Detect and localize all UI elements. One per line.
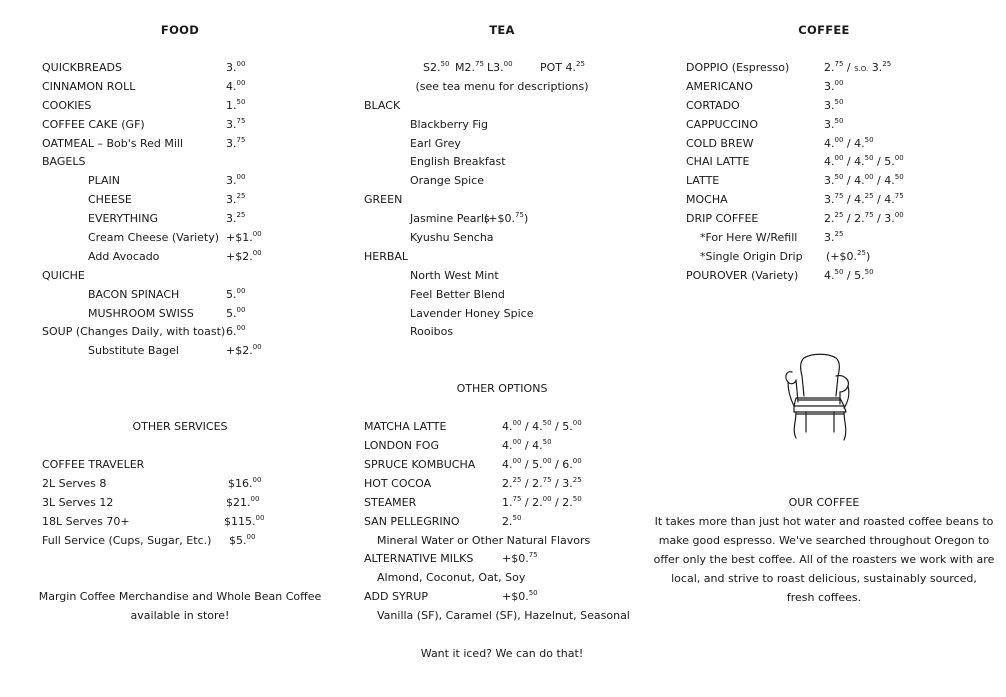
paragraph-line: local, and strive to roast delicious, sustainably sourced, [671,572,977,585]
menu-item-label: Full Service (Cups, Sugar, Etc.) [42,534,212,547]
menu-item-label: COFFEE CAKE (GF) [42,118,145,131]
menu-item-label: HOT COCOA [364,477,432,490]
menu-item-price: (+$0.75) [484,211,529,225]
menu-item-price: +$0.50 [502,589,538,603]
menu-item-price: 3.50 [824,98,844,112]
other-options-heading: OTHER OPTIONS [456,382,548,395]
menu-item-label: Kyushu Sencha [410,231,494,244]
menu-item-label: CHAI LATTE [686,155,750,168]
menu-item-price: 3.25 [824,230,844,244]
menu-item-price: 4.00 / 4.50 / 5.00 [824,154,904,168]
menu-category: COFFEE TRAVELER [42,458,145,471]
menu-item-label: SAN PELLEGRINO [364,515,460,528]
menu-item-label: EVERYTHING [88,212,159,225]
menu-item-label: SPRUCE KOMBUCHA [364,458,476,471]
menu-item-label: Substitute Bagel [88,344,179,357]
menu-item-price: 3.25 [226,211,246,225]
paragraph-line: offer only the best coffee. All of the roasters we work with are [653,553,995,566]
menu-item-price: 1.50 [226,98,246,112]
menu-item-label: POUROVER (Variety) [686,269,799,282]
menu-item-label: PLAIN [88,174,121,187]
menu-item-label: MUSHROOM SWISS [88,307,194,320]
menu-category: BLACK [364,99,401,112]
menu-item-label: Blackberry Fig [410,118,488,131]
menu-item-label: QUICKBREADS [42,61,122,74]
menu-item-label: Rooibos [410,325,454,338]
menu-item-label: 2L Serves 8 [42,477,107,490]
menu-item-label: AMERICANO [686,80,753,93]
paragraph-line: make good espresso. We've searched throughout Oregon to [658,534,990,547]
menu-item-price: 1.75 / 2.00 / 2.50 [502,495,582,509]
menu-item-note: Mineral Water or Other Natural Flavors [377,534,591,547]
coffee-heading: COFFEE [798,23,850,37]
tea-size-price: POT 4.25 [540,60,585,74]
menu-item-price: 3.50 [824,117,844,131]
tea-size-price: S2.50 [423,60,450,74]
menu-item-price: 3.00 [226,173,246,187]
menu-item-label: *For Here W/Refill [700,231,798,244]
paragraph-line: fresh coffees. [786,591,862,604]
menu-item-label: Orange Spice [410,174,484,187]
menu-item-price: $115.00 [224,514,265,528]
menu-item-price: (+$0.25) [826,249,871,263]
menu-item-label: Jasmine Pearls [410,212,490,225]
tea-heading: TEA [489,23,515,37]
menu-item-price: +$2.00 [226,249,262,263]
menu-item-label: CORTADO [686,99,740,112]
other-services-heading: OTHER SERVICES [132,420,228,433]
menu-category: GREEN [364,193,403,206]
menu-item-price: +$2.00 [226,343,262,357]
menu-item-label: ADD SYRUP [364,590,428,603]
menu-item-label: 18L Serves 70+ [42,515,130,528]
menu-item-price: 5.00 [226,287,246,301]
menu-item-price: 2.50 [502,514,522,528]
menu-item-label: LONDON FOG [364,439,439,452]
menu-item-label: CINNAMON ROLL [42,80,136,93]
our-coffee-heading: OUR COFFEE [788,496,860,509]
menu-item-price: 2.25 / 2.75 / 3.00 [824,211,904,225]
menu-item-price: 4.00 / 4.50 [824,136,874,150]
tea-menu-note: (see tea menu for descriptions) [415,80,589,93]
menu-item-note: Vanilla (SF), Caramel (SF), Hazelnut, Seasonal [377,609,630,622]
menu-item-price: 4.00 / 4.50 [502,438,552,452]
menu-item-label: MATCHA LATTE [364,420,447,433]
menu-item-price: $21.00 [226,495,260,509]
menu-item-price: 3.00 [824,79,844,93]
food-heading: FOOD [160,23,200,37]
paragraph-line: It takes more than just hot water and roasted coffee beans to [654,515,994,528]
menu-item-label: STEAMER [364,496,417,509]
menu-item-price: 5.00 [226,306,246,320]
menu-item-price: 3.25 [226,192,246,206]
armchair-icon [782,352,860,446]
menu-item-label: CAPPUCCINO [686,118,759,131]
menu-item-label: COOKIES [42,99,92,112]
menu-item-label: English Breakfast [410,155,506,168]
menu-item-price: 3.75 [226,117,246,131]
menu-item-label: Lavender Honey Spice [410,307,534,320]
menu-item-price: 6.00 [226,324,246,338]
menu-item-price: 4.00 / 5.00 / 6.00 [502,457,582,471]
menu-item-price: $5.00 [229,533,256,547]
tea-size-price: L3.00 [487,60,513,74]
menu-item-price: 2.25 / 2.75 / 3.25 [502,476,582,490]
menu-item-price: 2.75 / S.O. 3.25 [824,60,892,74]
tea-size-price: M2.75 [455,60,484,74]
menu-item-label: Feel Better Blend [410,288,505,301]
menu-item-label: DOPPIO (Espresso) [686,61,790,74]
menu-item-price: $16.00 [228,476,262,490]
menu-item-price: 3.00 [226,60,246,74]
menu-item-price: 3.50 / 4.00 / 4.50 [824,173,904,187]
menu-category: HERBAL [364,250,409,263]
menu-item-label: Add Avocado [88,250,160,263]
menu-item-price: 4.00 / 4.50 / 5.00 [502,419,582,433]
menu-item-label: LATTE [686,174,720,187]
menu-item-label: MOCHA [686,193,728,206]
menu-item-label: COLD BREW [686,137,754,150]
menu-item-label: SOUP (Changes Daily, with toast) [42,325,226,338]
menu-item-label: 3L Serves 12 [42,496,114,509]
menu-item-label: North West Mint [410,269,499,282]
merch-note-line2: available in store! [130,609,230,622]
menu-item-price: 3.75 / 4.25 / 4.75 [824,192,904,206]
menu-item-price: 4.50 / 5.50 [824,268,874,282]
menu-item-label: *Single Origin Drip [700,250,803,263]
menu-category: QUICHE [42,269,85,282]
menu-item-price: 4.00 [226,79,246,93]
menu-item-price: 3.75 [226,136,246,150]
menu-item-note: Almond, Coconut, Oat, Soy [377,571,526,584]
menu-item-label: Cream Cheese (Variety) [88,231,220,244]
menu-item-label: ALTERNATIVE MILKS [364,552,474,565]
menu-item-label: OATMEAL – Bob's Red Mill [42,137,184,150]
merch-note-line1: Margin Coffee Merchandise and Whole Bean Coffee [38,590,322,603]
menu-item-label: Earl Grey [410,137,461,150]
iced-note: Want it iced? We can do that! [420,647,584,660]
menu-item-price: +$0.75 [502,551,538,565]
menu-category: BAGELS [42,155,86,168]
menu-item-price: +$1.00 [226,230,262,244]
menu-item-label: CHEESE [88,193,132,206]
menu-item-label: DRIP COFFEE [686,212,759,225]
menu-item-label: BACON SPINACH [88,288,180,301]
